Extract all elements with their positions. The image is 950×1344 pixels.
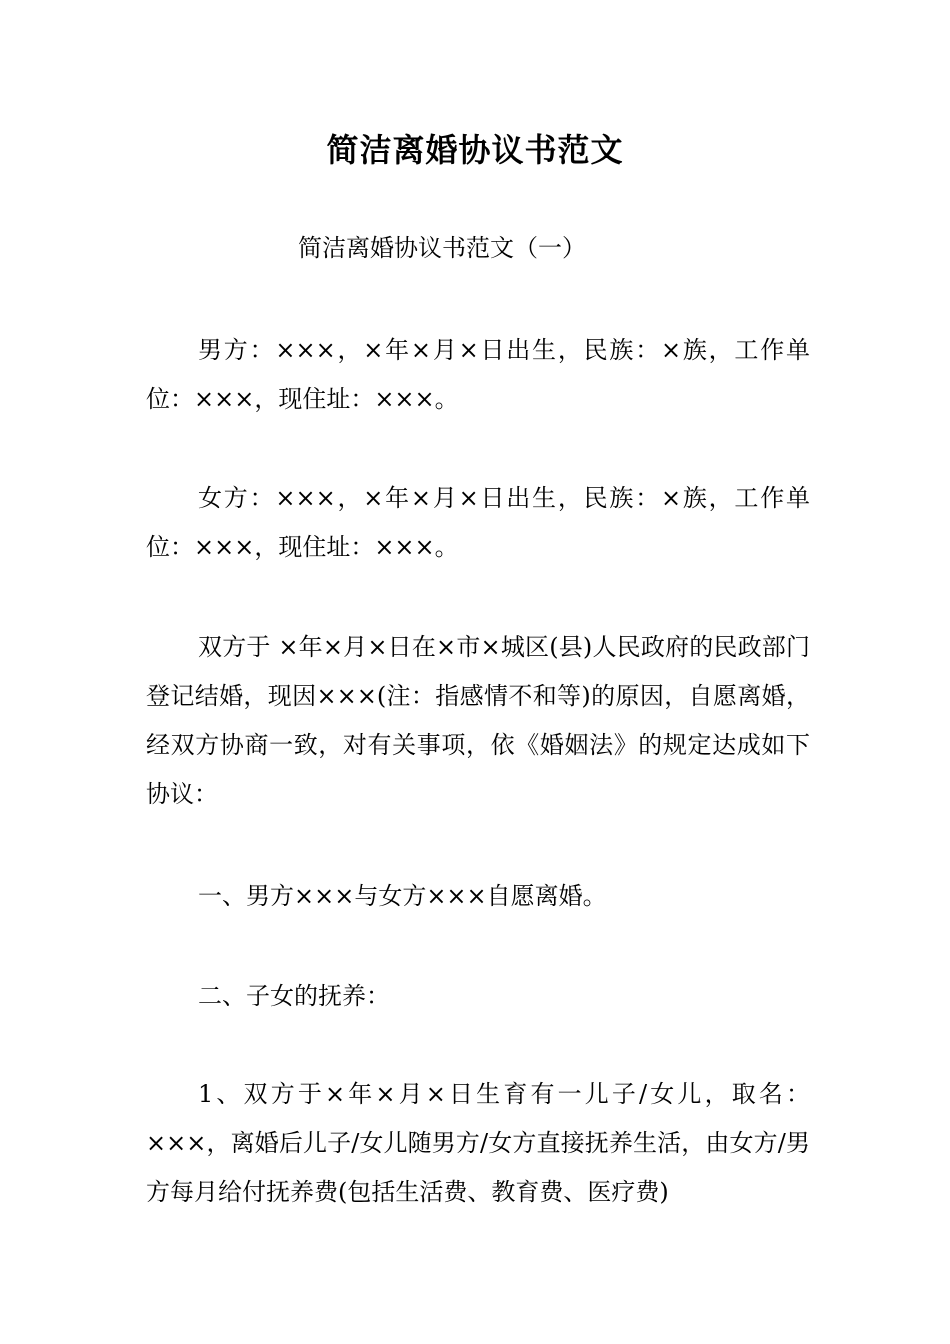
paragraph-male-party: 男方：×××，×年×月×日出生，民族：×族，工作单位：×××，现住址：×××。	[146, 336, 810, 413]
paragraph-child-support: 1、双方于×年×月×日生育有一儿子/女儿，取名：×××，离婚后儿子/女儿随男方/女方直接抚养生活，由女方/男方每月给付抚养费(包括生活费、教育费、医疗费)	[146, 1080, 810, 1206]
paragraph-marriage-background: 双方于 ×年×月×日在×市×城区(县)人民政府的民政部门登记结婚，现因×××(注：指感情不和等)的原因，自愿离婚，经双方协商一致，对有关事项，依《婚姻法》的规定达成如下协议：	[146, 633, 810, 808]
paragraph-clause-one: 一、男方×××与女方×××自愿离婚。	[198, 882, 607, 910]
document-title: 简洁离婚协议书范文	[326, 131, 624, 169]
document-subtitle: 简洁离婚协议书范文（一）	[298, 234, 586, 262]
paragraph-clause-two: 二、子女的抚养：	[198, 982, 390, 1010]
paragraph-female-party: 女方：×××，×年×月×日出生，民族：×族，工作单位：×××，现住址：×××。	[146, 484, 810, 561]
